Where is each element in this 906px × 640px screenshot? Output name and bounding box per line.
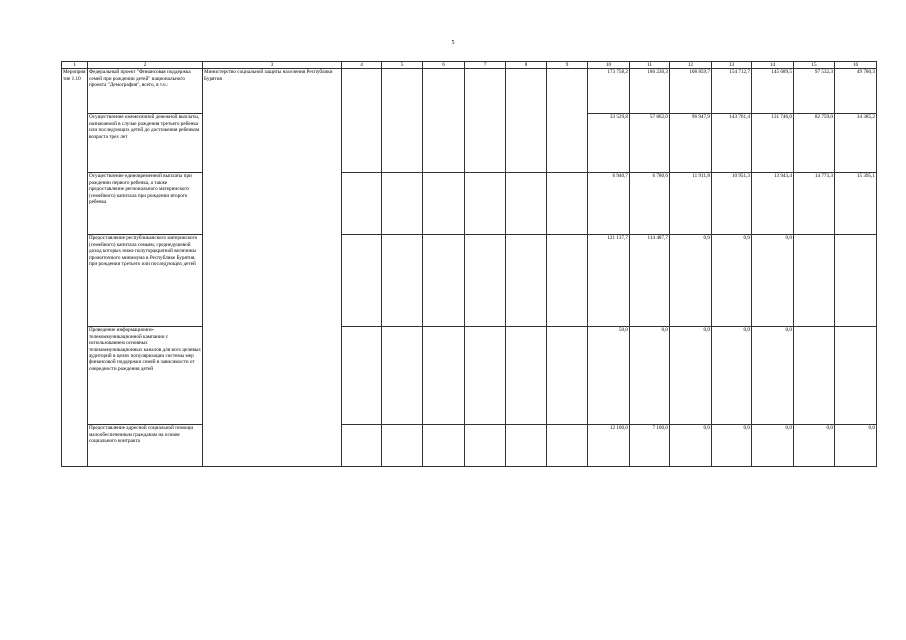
value-cell: 33 529,8 [588,114,630,173]
column-header: 2 [88,62,203,69]
column-header: 13 [712,62,752,69]
column-header: 4 [342,62,382,69]
value-cell: 0,0 [752,425,794,467]
value-cell: 0,0 [752,235,794,327]
column-header: 5 [382,62,423,69]
row-name: Осуществление единовременной выплаты при рождении первого ребенка, а также предоставление регионального материнского (семейного) капитала при рождении второго ребенка [88,173,203,235]
column-header: 14 [752,62,794,69]
value-cell [835,327,877,425]
value-cell: 97 532,3 [794,69,835,114]
value-cell: 13 943,4 [752,173,794,235]
table-row [62,327,877,425]
table-row [62,173,877,235]
column-header: 15 [794,62,835,69]
value-cell: 186 230,3 [630,69,670,114]
value-cell: 173 758,2 [588,69,630,114]
table-row [62,69,877,114]
column-header: 7 [465,62,506,69]
value-cell [794,327,835,425]
table-row [62,425,877,467]
value-cell: 14 773,3 [794,173,835,235]
value-cell [794,235,835,327]
value-cell [835,235,877,327]
row-name: Проведение информационно-телекоммуникационной кампании с использованием основных телекоммуникационных каналов для всех целевых аудиторий в целях популяризации системы мер финансовой поддержки семей в зависимости от очередности рождения детей [88,327,203,425]
row-name: Предоставление республиканского материнского (семейного) капитала семьям, среднедушевой доход которых ниже полуторакратной величины прожиточного минимума в Республике Бурятия, при рождении третьего или последующих детей [88,235,203,327]
row-name: Осуществление ежемесячной денежной выплаты, назначаемой в случае рождения третьего ребенка или последующих детей до достижения ребенком возраста трех лет [88,114,203,173]
column-header: 3 [203,62,342,69]
value-cell: 6 780,6 [630,173,670,235]
value-cell: 154 712,7 [712,69,752,114]
column-header: 16 [835,62,877,69]
value-cell: 0,0 [712,327,752,425]
value-cell: 49 780,3 [835,69,877,114]
column-header: 12 [670,62,712,69]
row-name: Предоставление адресной социальной помощи малообеспеченным гражданам на основе социального контракта [88,425,203,467]
value-cell: 131 746,0 [752,114,794,173]
column-number-row [62,62,877,69]
value-cell: 0,0 [712,425,752,467]
value-cell: 0,0 [794,425,835,467]
value-cell: 121 137,7 [588,235,630,327]
value-cell: 82 759,0 [794,114,835,173]
value-cell: 143 761,4 [712,114,752,173]
column-header: 1 [62,62,88,69]
executor: Министерство социальной защиты населения Республики Бурятия [203,69,342,467]
value-cell: 50,0 [588,327,630,425]
value-cell: 0,0 [712,235,752,327]
value-cell: 12 100,0 [588,425,630,467]
value-cell: 0,0 [670,327,712,425]
row-name: Федеральный проект "Финансовая поддержка семей при рождении детей" национального проекта "Демография", всего, в т.ч.: [88,69,203,114]
value-cell: 15 395,1 [835,173,877,235]
column-header: 8 [506,62,547,69]
measure-code: Мероприятие 1.10 [62,69,88,467]
value-cell: 0,0 [835,425,877,467]
value-cell: 0,0 [670,235,712,327]
value-cell: 108 859,7 [670,69,712,114]
value-cell: 96 947,9 [670,114,712,173]
column-header: 11 [630,62,670,69]
value-cell: 0,0 [630,327,670,425]
value-cell: 10 951,3 [712,173,752,235]
value-cell: 0,0 [752,327,794,425]
column-header: 9 [547,62,588,69]
value-cell: 57 862,0 [630,114,670,173]
column-header: 10 [588,62,630,69]
program-table [61,61,877,467]
page-number: 5 [451,40,455,46]
value-cell: 0,0 [670,425,712,467]
column-header: 6 [423,62,465,69]
value-cell: 145 689,5 [752,69,794,114]
value-cell: 11 911,8 [670,173,712,235]
table-row [62,235,877,327]
value-cell: 7 100,0 [630,425,670,467]
value-cell: 6 940,7 [588,173,630,235]
value-cell: 34 385,2 [835,114,877,173]
value-cell: 114 487,7 [630,235,670,327]
